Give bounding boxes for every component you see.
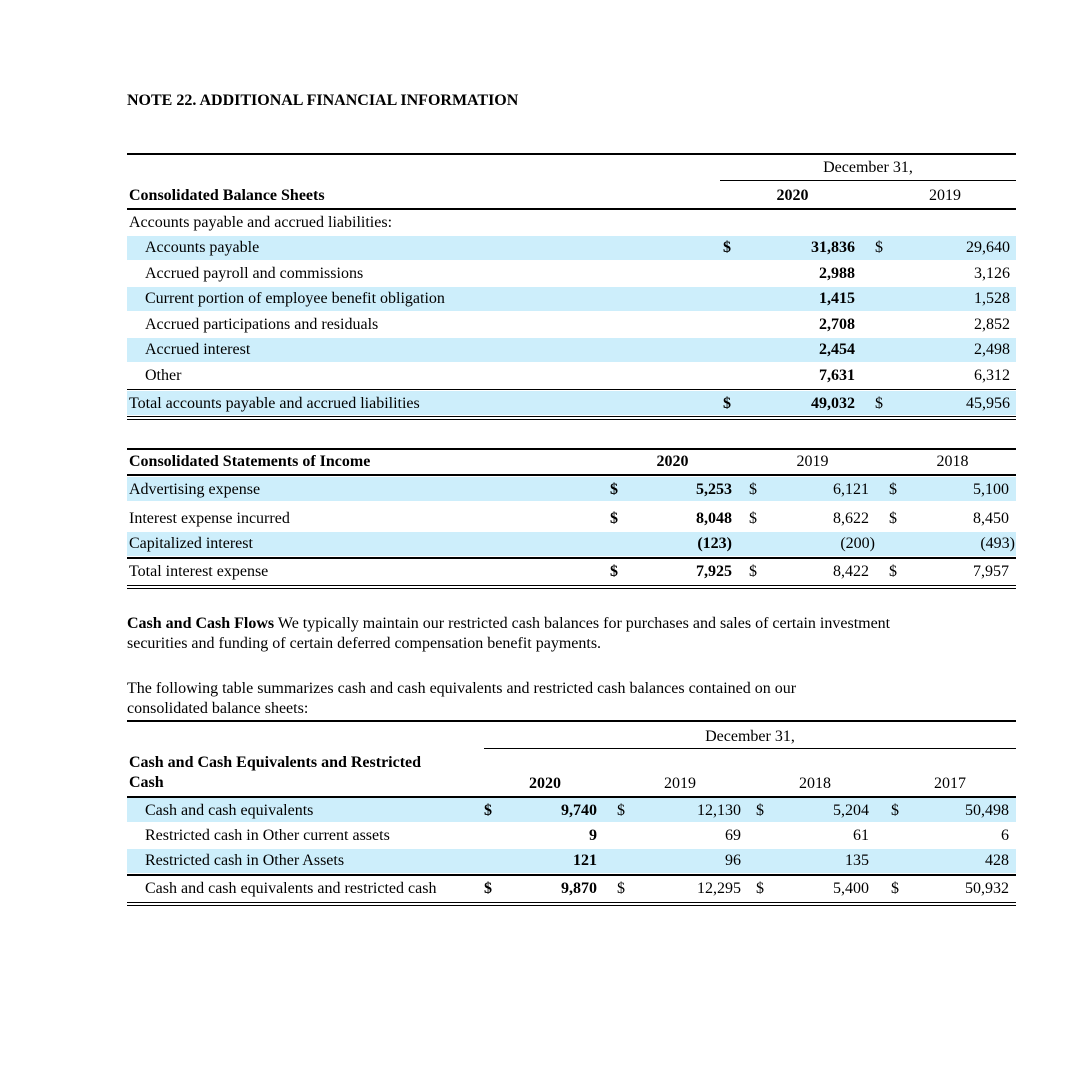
row-label: Restricted cash in Other current assets — [145, 827, 390, 844]
value-2017: 6 — [1001, 827, 1009, 844]
double-rule-top — [127, 416, 1016, 417]
value-2019: (200) — [840, 535, 875, 552]
section-title-cont: Cash — [129, 774, 164, 791]
currency-symbol: $ — [610, 510, 618, 527]
paragraph-text: We typically maintain our restricted cash balances for purchases and sales of certain investment securities and funding of certain deferred compensation benefit payments. — [127, 615, 891, 652]
table-row — [127, 849, 1016, 873]
row-label: Accrued participations and residuals — [145, 316, 379, 333]
section-title: Cash and Cash Equivalents and Restricted — [129, 754, 422, 771]
currency-symbol: $ — [891, 880, 899, 897]
value-2017: 428 — [985, 852, 1009, 869]
currency-symbol: $ — [610, 481, 618, 498]
currency-symbol: $ — [723, 239, 731, 256]
value-2019: 1,528 — [974, 290, 1010, 307]
row-label: Capitalized interest — [129, 535, 253, 552]
currency-symbol: $ — [484, 880, 492, 897]
currency-symbol: $ — [484, 802, 492, 819]
value-2020: 2,708 — [819, 316, 855, 333]
value-2020: (123) — [697, 535, 732, 552]
value-2018: 8,450 — [973, 510, 1009, 527]
value-2020: 9 — [589, 827, 597, 844]
section-title: Consolidated Statements of Income — [129, 453, 371, 470]
value-2018: 135 — [845, 852, 869, 869]
value-2020: 1,415 — [819, 290, 855, 307]
currency-symbol: $ — [875, 239, 883, 256]
column-header-2018: 2018 — [799, 775, 831, 792]
value-2020: 121 — [573, 852, 597, 869]
column-header-2019: 2019 — [929, 187, 961, 204]
value-2020: 5,253 — [696, 481, 732, 498]
paragraph-lead: Cash and Cash Flows — [127, 615, 275, 632]
value-2019: 2,498 — [974, 341, 1010, 358]
currency-symbol: $ — [749, 510, 757, 527]
table-row — [127, 364, 1016, 388]
value-2020: 7,925 — [696, 563, 732, 580]
row-label: Total interest expense — [129, 563, 269, 580]
cash-flows-paragraph — [127, 614, 897, 654]
value-2017: 50,932 — [965, 880, 1009, 897]
currency-symbol: $ — [610, 563, 618, 580]
currency-symbol: $ — [889, 563, 897, 580]
value-2019: 8,622 — [833, 510, 869, 527]
value-2018: 61 — [853, 827, 869, 844]
header-rule — [127, 474, 1016, 476]
value-2020: 8,048 — [696, 510, 732, 527]
table-row — [127, 477, 1016, 501]
row-label: Accrued interest — [145, 341, 251, 358]
subtotal-rule — [127, 389, 1016, 390]
currency-symbol: $ — [891, 802, 899, 819]
table-row — [127, 236, 1016, 260]
value-2018: 5,204 — [833, 802, 869, 819]
period-rule — [720, 180, 1016, 181]
period-header: December 31, — [705, 728, 795, 745]
row-label: Total accounts payable and accrued liabilities — [129, 395, 420, 412]
value-2020: 9,870 — [561, 880, 597, 897]
table-top-rule — [127, 153, 1016, 155]
value-2019: 29,640 — [966, 239, 1010, 256]
total-row — [127, 559, 1016, 583]
value-2019: 2,852 — [974, 316, 1010, 333]
row-label: Current portion of employee benefit obligation — [145, 290, 445, 307]
section-title: Consolidated Balance Sheets — [129, 187, 325, 204]
table-row — [127, 506, 1016, 530]
value-2020: 2,988 — [819, 265, 855, 282]
currency-symbol: $ — [723, 395, 731, 412]
value-2019: 3,126 — [974, 265, 1010, 282]
value-2018: 5,100 — [973, 481, 1009, 498]
summary-paragraph: The following table summarizes cash and cash equivalents and restricted cash balances contained on our consolidated balance sheets: — [127, 680, 797, 717]
value-2018: 7,957 — [973, 563, 1009, 580]
currency-symbol: $ — [889, 481, 897, 498]
value-2020: 9,740 — [561, 802, 597, 819]
table-row — [127, 824, 1016, 848]
value-2019: 6,121 — [833, 481, 869, 498]
total-row — [127, 391, 1016, 415]
table-row — [127, 313, 1016, 337]
double-rule-bottom — [127, 588, 1016, 589]
value-2019: 12,130 — [697, 802, 741, 819]
table-top-rule — [127, 448, 1016, 450]
table-row — [127, 262, 1016, 286]
table-row — [127, 287, 1016, 311]
row-label: Cash and cash equivalents and restricted cash — [145, 880, 437, 897]
column-header-2017: 2017 — [934, 775, 966, 792]
row-label: Advertising expense — [129, 481, 261, 498]
table-row — [127, 338, 1016, 362]
value-2019: 6,312 — [974, 367, 1010, 384]
currency-symbol: $ — [875, 395, 883, 412]
value-2017: 50,498 — [965, 802, 1009, 819]
value-2019: 8,422 — [833, 563, 869, 580]
value-2018: 5,400 — [833, 880, 869, 897]
value-2020: 31,836 — [811, 239, 855, 256]
table-row — [127, 532, 1016, 556]
currency-symbol: $ — [749, 563, 757, 580]
row-label: Accounts payable — [145, 239, 260, 256]
header-rule — [127, 208, 1016, 210]
column-header-2019: 2019 — [664, 775, 696, 792]
period-rule — [484, 748, 1016, 749]
column-header-2018: 2018 — [936, 453, 969, 470]
period-header: December 31, — [823, 159, 913, 176]
column-header-2020: 2020 — [529, 775, 561, 792]
value-2019: 96 — [725, 852, 741, 869]
total-row — [127, 876, 1016, 900]
currency-symbol: $ — [617, 802, 625, 819]
value-2020: 2,454 — [819, 341, 855, 358]
value-2019: 69 — [725, 827, 741, 844]
currency-symbol: $ — [889, 510, 897, 527]
value-2018: (493) — [980, 535, 1015, 552]
value-2020: 49,032 — [811, 395, 855, 412]
row-label: Accrued payroll and commissions — [145, 265, 364, 282]
value-2019: 12,295 — [697, 880, 741, 897]
value-2020: 7,631 — [819, 367, 855, 384]
column-header-2020: 2020 — [776, 187, 809, 204]
row-label: Interest expense incurred — [129, 510, 290, 527]
double-rule-bottom — [127, 905, 1016, 906]
currency-symbol: $ — [756, 880, 764, 897]
table-top-rule — [127, 720, 1016, 722]
column-header-2020: 2020 — [656, 453, 689, 470]
double-rule-top — [127, 902, 1016, 903]
table-row — [127, 798, 1016, 822]
row-label: Other — [145, 367, 182, 384]
double-rule-top — [127, 585, 1016, 586]
row-label: Restricted cash in Other Assets — [145, 852, 345, 869]
currency-symbol: $ — [617, 880, 625, 897]
column-header-2019: 2019 — [796, 453, 829, 470]
row-label: Cash and cash equivalents — [145, 802, 314, 819]
currency-symbol: $ — [756, 802, 764, 819]
double-rule-bottom — [127, 419, 1016, 420]
page-title: NOTE 22. ADDITIONAL FINANCIAL INFORMATION — [127, 92, 519, 109]
currency-symbol: $ — [749, 481, 757, 498]
group-label: Accounts payable and accrued liabilities: — [129, 214, 393, 231]
value-2019: 45,956 — [966, 395, 1010, 412]
